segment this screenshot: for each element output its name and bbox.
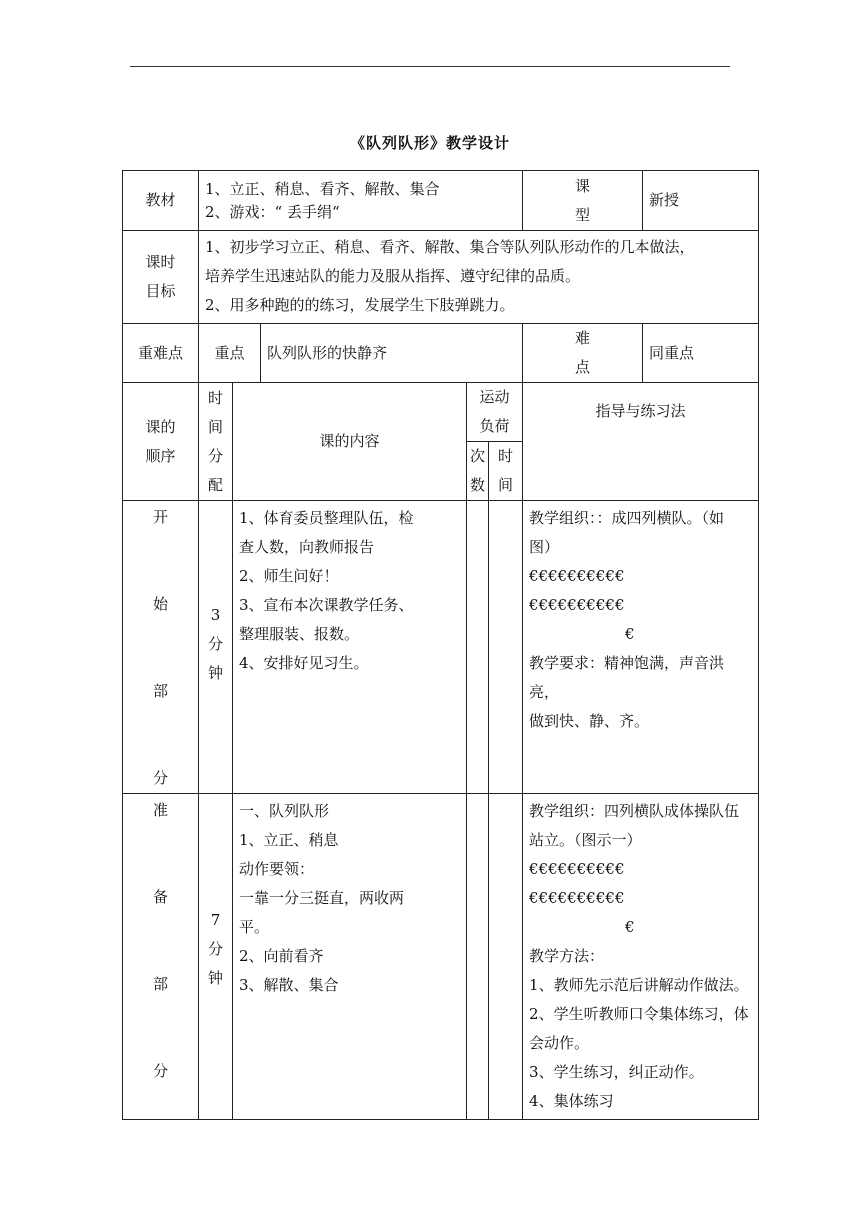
content-line: 一靠一分三挺直，两收两 [239,889,405,907]
document-title: 《队列队形》教学设计 [349,134,510,152]
objectives-label: 课时 [145,253,176,271]
order-header-cell [123,383,199,501]
lesson-type-value: 新授 [649,191,680,209]
guide-line: 2、学生听教师口令集体练习，体 [529,1005,749,1023]
section-prep-name: 部 [152,975,168,993]
content-line: 查人数，向教师报告 [239,538,375,556]
content-line: 4、安排好见习生。 [239,654,369,672]
content-line: 3、宣布本次课教学任务、 [239,596,414,614]
load-header: 运动 [479,388,510,406]
section-prep-name-cell [123,794,199,1120]
key-label: 重点 [214,343,245,362]
objectives-content-cell [199,231,759,324]
section-start-name: 部 [152,682,168,700]
formation-row: €€€€€€€€€€ [529,860,625,878]
times-header: 数 [469,476,485,494]
content-header-cell [233,383,467,501]
content-line: 平。 [239,918,270,936]
content-header: 课的内容 [319,432,380,450]
formation-row: €€€€€€€€€€ [529,889,625,907]
section-start-time-cell [199,501,233,794]
row-objectives [123,231,759,324]
section-start-guide-cell [523,501,759,794]
section-prep-guide-cell [523,794,759,1120]
load-header-cell [467,383,523,442]
formation-row: €€€€€€€€€€ [529,567,625,585]
duration-header: 间 [498,476,514,494]
difficulty-value-cell [643,324,759,383]
content-line: 3、解散、集合 [239,976,339,994]
content-line: 一、队列队形 [239,802,330,820]
content-line: 动作要领： [239,860,315,878]
guide-line: 3、学生练习，纠正动作。 [529,1063,704,1081]
textbook-label: 教材 [145,191,176,209]
section-prep-times-cell [467,794,489,1120]
content-line: 2、向前看齐 [239,947,324,965]
lesson-type-label: 型 [575,205,591,224]
section-start-name: 分 [152,769,168,787]
key-label-cell [199,324,261,383]
teacher-marker: € [625,918,635,936]
times-header: 次 [469,447,485,465]
guide-line: 图） [529,538,560,556]
guide-line: 4、集体练习 [529,1092,614,1110]
guide-header: 指导与练习法 [595,402,686,420]
duration-header: 时 [498,447,514,465]
key-points-label: 重难点 [137,343,183,362]
content-line: 2、师生问好！ [239,567,339,585]
content-line: 整理服装、报数。 [239,625,360,643]
textbook-label-cell [123,171,199,231]
lesson-plan-table [122,170,759,1120]
times-header-cell [467,442,489,501]
section-start-time: 分 [207,635,223,653]
section-start-time: 钟 [207,664,223,682]
textbook-content-cell [199,171,523,231]
section-prep-time: 钟 [207,969,223,987]
guide-line: 教学组织：：成四列横队。（如 [529,509,725,527]
section-prep-name: 备 [152,888,168,906]
key-points-label-cell [123,324,199,383]
difficulty-label: 点 [575,358,591,376]
objectives-label: 目标 [145,282,176,300]
textbook-line: 1、立正、稍息、看齐、解散、集合 [205,179,440,198]
section-start-time: 3 [210,606,221,624]
section-start-duration-cell [489,501,523,794]
difficulty-value: 同重点 [649,343,695,362]
row-section-start [123,501,759,794]
header-rule [130,66,730,67]
objectives-line: 2、用多种跑的的练习，发展学生下肢弹跳力。 [205,296,515,314]
section-prep-time-cell [199,794,233,1120]
key-value-cell [261,324,523,383]
section-prep-name: 准 [152,801,168,819]
section-prep-duration-cell [489,794,523,1120]
lesson-type-label-cell [523,171,643,231]
time-header: 时 [207,388,223,407]
time-header-cell [199,383,233,501]
teacher-marker: € [625,625,635,643]
row-textbook [123,171,759,231]
section-start-name-cell [123,501,199,794]
section-start-name: 始 [152,595,168,613]
order-header: 课的 [145,417,176,436]
section-prep-name: 分 [152,1062,168,1080]
textbook-line: 2、游戏：“ 丢手绢“ [205,202,340,221]
guide-line: 会动作。 [529,1034,590,1052]
time-header: 配 [207,475,223,494]
guide-line: 做到快、静、齐。 [529,712,650,730]
key-value: 队列队形的快静齐 [267,343,388,362]
row-header-top [123,383,759,442]
guide-line: 1、教师先示范后讲解动作做法。 [529,976,749,994]
objectives-label-cell [123,231,199,324]
order-header: 顺序 [145,446,176,465]
difficulty-label: 难 [575,329,591,347]
content-line: 1、体育委员整理队伍，检 [239,509,414,527]
lesson-type-label: 课 [575,176,591,195]
guide-header-cell [523,383,759,501]
section-prep-time: 7 [210,911,221,929]
section-prep-content-cell [233,794,467,1120]
guide-line: 站立。（图示一） [529,831,642,849]
load-header: 负荷 [479,417,510,435]
section-prep-time: 分 [207,940,223,958]
section-start-times-cell [467,501,489,794]
row-key-points [123,324,759,383]
section-start-name: 开 [152,508,168,526]
guide-line: 教学组织：四列横队成体操队伍 [529,802,740,820]
objectives-line: 1、初步学习立正、稍息、看齐、解散、集合等队列队形动作的几本做法， [205,238,695,256]
time-header: 间 [207,417,223,436]
duration-header-cell [489,442,523,501]
difficulty-label-cell [523,324,643,383]
objectives-line: 培养学生迅速站队的能力及服从指挥、遵守纪律的品质。 [205,267,581,285]
lesson-type-value-cell [643,171,759,231]
formation-row: €€€€€€€€€€ [529,596,625,614]
time-header: 分 [207,446,223,465]
guide-line: 教学要求：精神饱满，声音洪亮， [529,654,725,701]
section-start-content-cell [233,501,467,794]
row-section-prep [123,794,759,1120]
guide-line: 教学方法： [529,947,605,965]
content-line: 1、立正、稍息 [239,831,339,849]
